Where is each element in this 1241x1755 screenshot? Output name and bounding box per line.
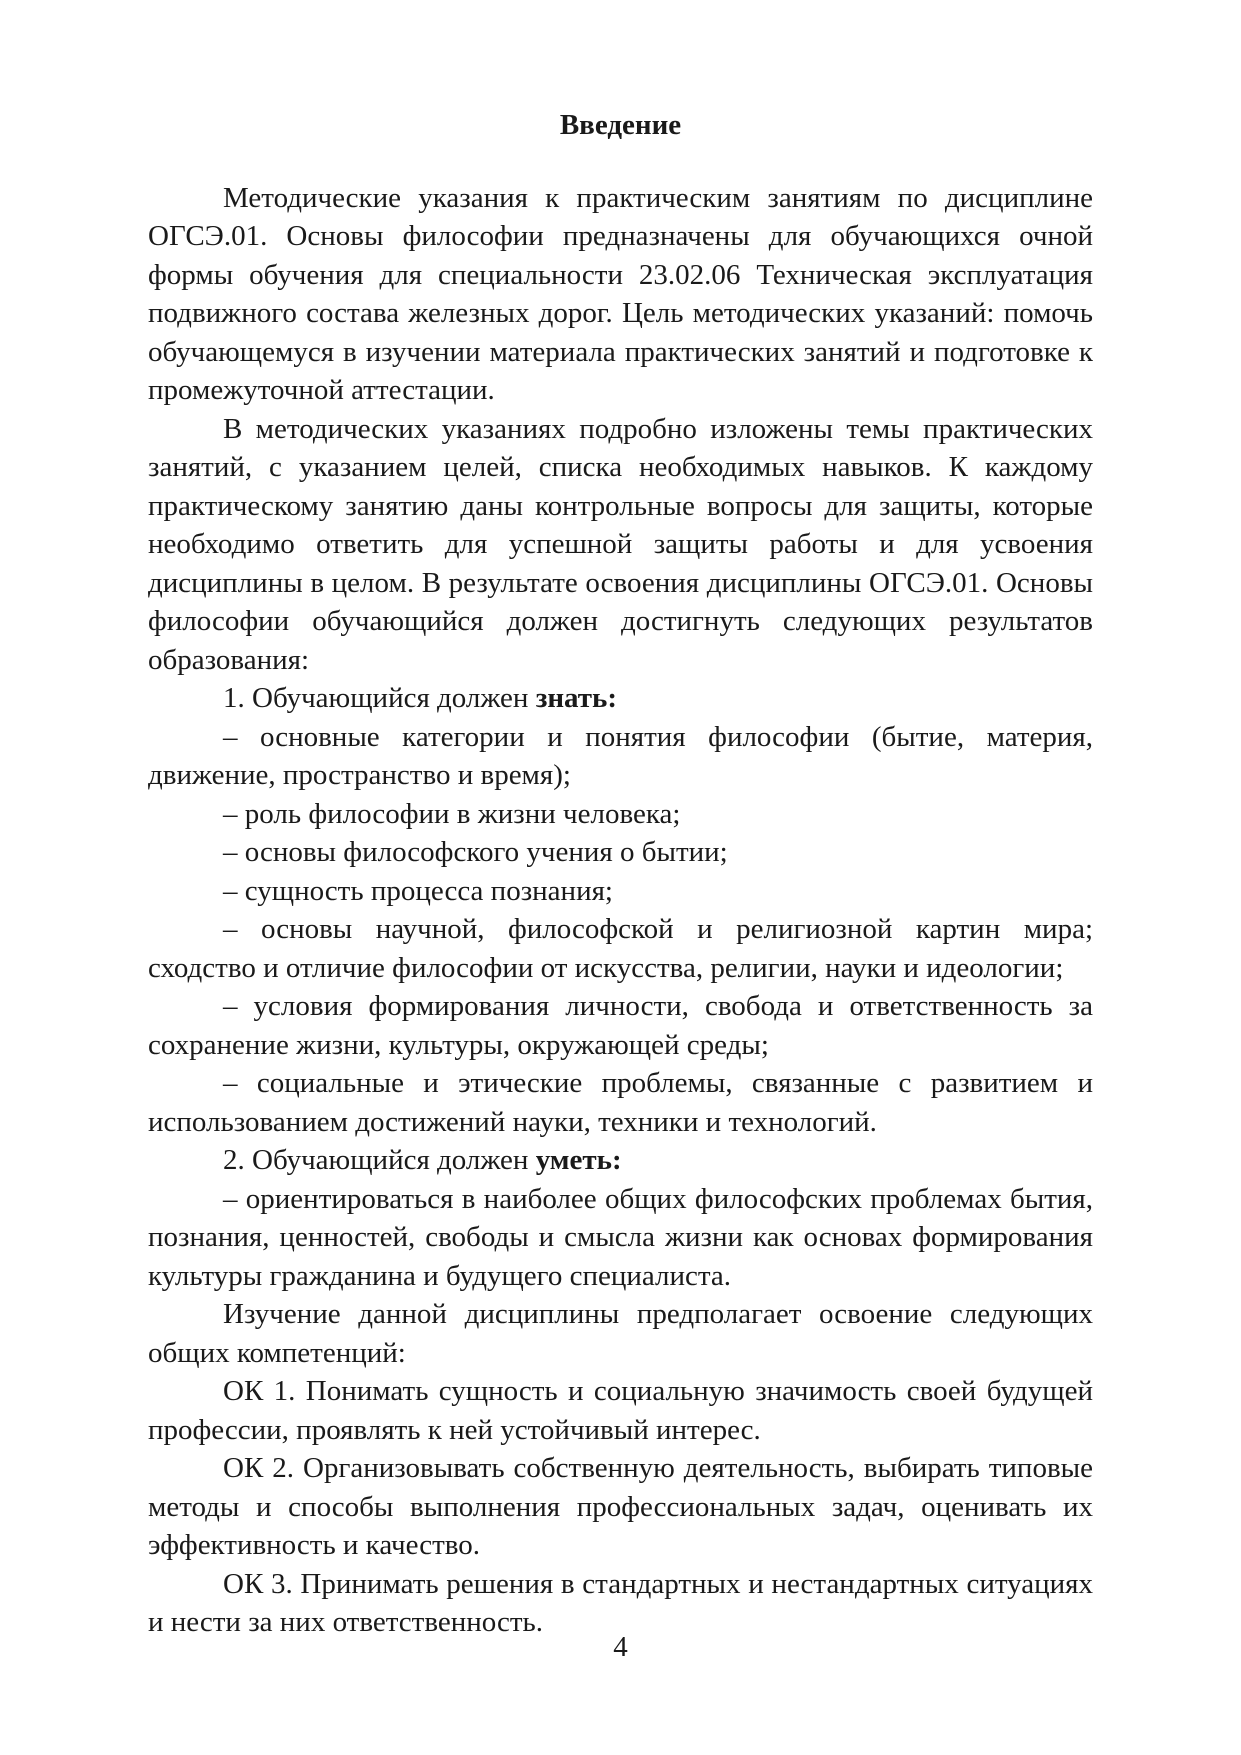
- can-heading: [148, 1141, 1093, 1180]
- know-item: – основы научной, философской и религиозной картин мира; сходство и отличие философии от искусства, религии, науки и идеологии;: [148, 913, 1093, 984]
- competency-item: ОК 1. Понимать сущность и социальную значимость своей будущей профессии, проявлять к ней устойчивый интерес.: [148, 1375, 1093, 1446]
- know-heading: [148, 679, 1093, 718]
- know-item: – роль философии в жизни человека;: [223, 797, 681, 830]
- can-bold: уметь:: [535, 1144, 622, 1176]
- know-item: – сущность процесса познания;: [223, 874, 613, 907]
- competencies-paragraph: Изучение данной дисциплины предполагает освоение следующих общих компетенций:: [148, 1298, 1093, 1369]
- page-number: 4: [613, 1631, 628, 1663]
- know-item: – социальные и этические проблемы, связанные с развитием и использованием достижений науки, техники и технологий.: [148, 1067, 1093, 1138]
- intro-paragraph: Методические указания к практическим занятиям по дисциплине ОГСЭ.01. Основы философии предназначены для обучающихся очной формы обучения для специальности 23.02.06 Техническая эксплуатация подвижного состава железных дорог. Цель методических указаний: помочь обучающемуся в изучении материала практических занятий и подготовке к промежуточной аттестации.: [148, 181, 1093, 406]
- can-prefix: 2. Обучающийся должен: [223, 1144, 536, 1176]
- know-bold: знать:: [535, 682, 618, 714]
- document-page: [148, 106, 1093, 1642]
- page-title: Введение: [559, 109, 682, 141]
- competency-item: ОК 2. Организовывать собственную деятельность, выбирать типовые методы и способы выполнения профессиональных задач, оценивать их эффективность и качество.: [148, 1452, 1093, 1561]
- know-item: – условия формирования личности, свобода и ответственность за сохранение жизни, культуры, окружающей среды;: [148, 990, 1093, 1061]
- know-item: – основы философского учения о бытии;: [223, 836, 728, 868]
- description-paragraph: В методических указаниях подробно изложены темы практических занятий, с указанием целей, списка необходимых навыков. К каждому практическому занятию даны контрольные вопросы для защиты, которые необходимо ответить для успешной защиты работы и для усвоения дисциплины в целом. В результате освоения дисциплины ОГСЭ.01. Основы философии обучающийся должен достигнуть следующих результатов образования:: [148, 412, 1093, 676]
- can-item: – ориентироваться в наиболее общих философских проблемах бытия, познания, ценностей, свободы и смысла жизни как основах формирования культуры гражданина и будущего специалиста.: [148, 1182, 1093, 1292]
- know-prefix: 1. Обучающийся должен: [223, 682, 536, 714]
- competency-item: ОК 3. Принимать решения в стандартных и нестандартных ситуациях и нести за них ответственность.: [148, 1567, 1093, 1638]
- know-item: – основные категории и понятия философии (бытие, материя, движение, пространство и время);: [148, 720, 1093, 791]
